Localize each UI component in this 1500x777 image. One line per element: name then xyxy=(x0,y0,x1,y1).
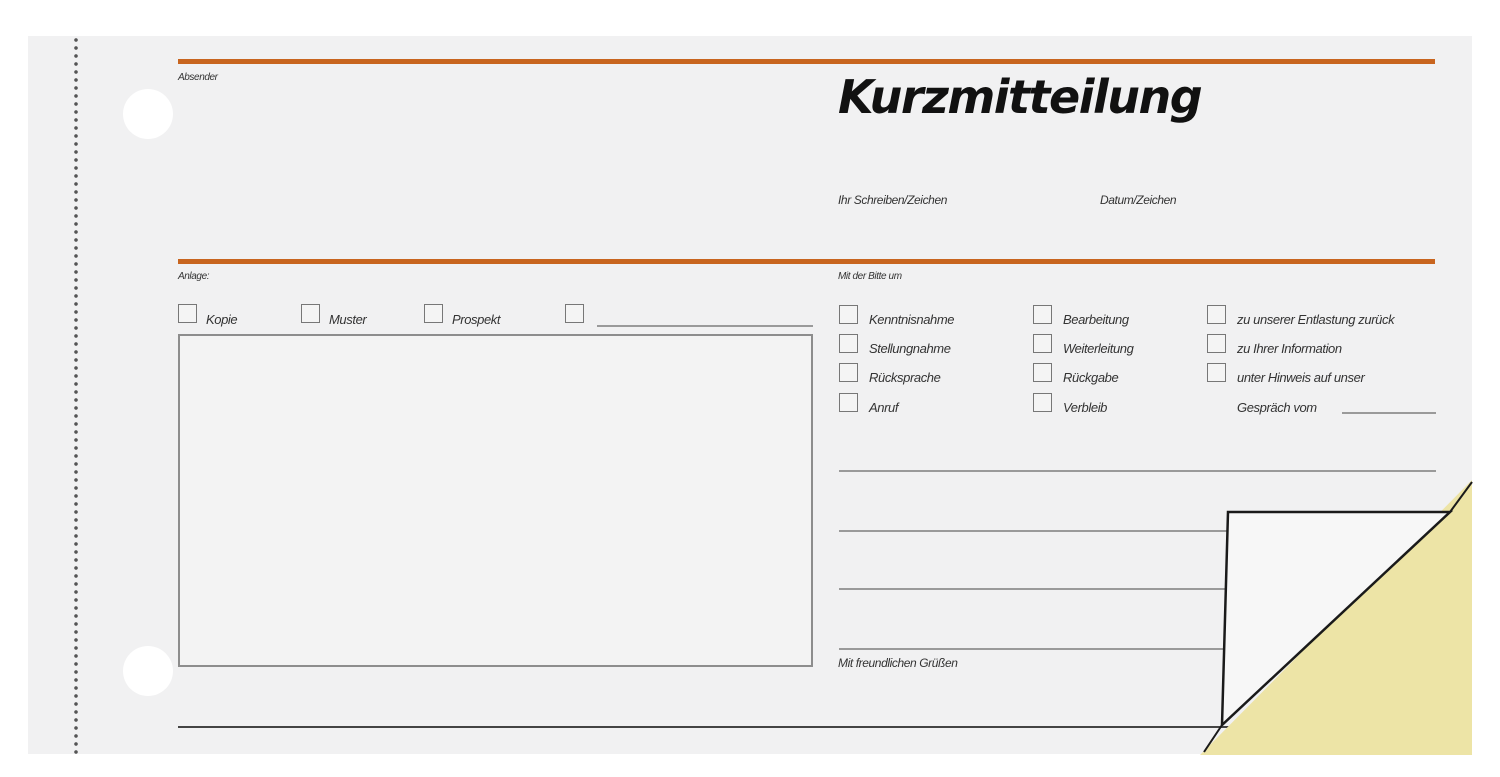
middle-accent-rule xyxy=(178,259,1435,264)
request-acknowledge-checkbox[interactable] xyxy=(839,305,858,324)
attachment-copy-label: Kopie xyxy=(206,312,238,327)
request-acknowledge-label: Kenntnisnahme xyxy=(869,312,955,327)
punch-hole-bottom xyxy=(123,646,173,696)
writing-line-1[interactable] xyxy=(839,470,1436,472)
request-reference-label: unter Hinweis auf unser xyxy=(1237,370,1365,385)
conversation-date-label: Gespräch vom xyxy=(1237,400,1317,415)
conversation-date-line[interactable] xyxy=(1342,412,1436,414)
writing-line-3[interactable] xyxy=(839,588,1229,590)
request-forwarding-checkbox[interactable] xyxy=(1033,334,1052,353)
sender-label: Absender xyxy=(178,72,218,83)
request-forwarding-label: Weiterleitung xyxy=(1063,341,1134,356)
perforation-edge xyxy=(74,36,78,754)
writing-line-2[interactable] xyxy=(839,530,1229,532)
request-consultation-label: Rücksprache xyxy=(869,370,941,385)
request-processing-checkbox[interactable] xyxy=(1033,305,1052,324)
request-keep-checkbox[interactable] xyxy=(1033,393,1052,412)
writing-line-4[interactable] xyxy=(839,648,1229,650)
attachment-sample-checkbox[interactable] xyxy=(301,304,320,323)
attachment-copy-checkbox[interactable] xyxy=(178,304,197,323)
request-information-checkbox[interactable] xyxy=(1207,334,1226,353)
request-statement-checkbox[interactable] xyxy=(839,334,858,353)
attachment-brochure-checkbox[interactable] xyxy=(424,304,443,323)
attachment-other-line[interactable] xyxy=(597,325,813,327)
attachment-brochure-label: Prospekt xyxy=(452,312,501,327)
form-title: Kurzmitteilung xyxy=(838,70,1202,124)
message-box[interactable] xyxy=(178,334,813,667)
request-return-label: Rückgabe xyxy=(1063,370,1119,385)
punch-hole-top xyxy=(123,89,173,139)
request-information-label: zu Ihrer Information xyxy=(1237,341,1342,356)
request-processing-label: Bearbeitung xyxy=(1063,312,1129,327)
request-call-checkbox[interactable] xyxy=(839,393,858,412)
top-accent-rule xyxy=(178,59,1435,64)
page-curl xyxy=(1200,480,1475,755)
request-statement-label: Stellungnahme xyxy=(869,341,951,356)
attachment-sample-label: Muster xyxy=(329,312,367,327)
request-call-label: Anruf xyxy=(869,400,899,415)
request-label: Mit der Bitte um xyxy=(838,271,902,282)
your-letter-label: Ihr Schreiben/Zeichen xyxy=(838,193,947,207)
attachment-label: Anlage: xyxy=(178,271,210,282)
request-relief-checkbox[interactable] xyxy=(1207,305,1226,324)
regards-label: Mit freundlichen Grüßen xyxy=(838,656,958,670)
request-return-checkbox[interactable] xyxy=(1033,363,1052,382)
request-relief-label: zu unserer Entlastung zurück xyxy=(1237,312,1395,327)
request-keep-label: Verbleib xyxy=(1063,400,1108,415)
request-reference-checkbox[interactable] xyxy=(1207,363,1226,382)
attachment-other-checkbox[interactable] xyxy=(565,304,584,323)
request-consultation-checkbox[interactable] xyxy=(839,363,858,382)
date-label: Datum/Zeichen xyxy=(1100,193,1177,207)
